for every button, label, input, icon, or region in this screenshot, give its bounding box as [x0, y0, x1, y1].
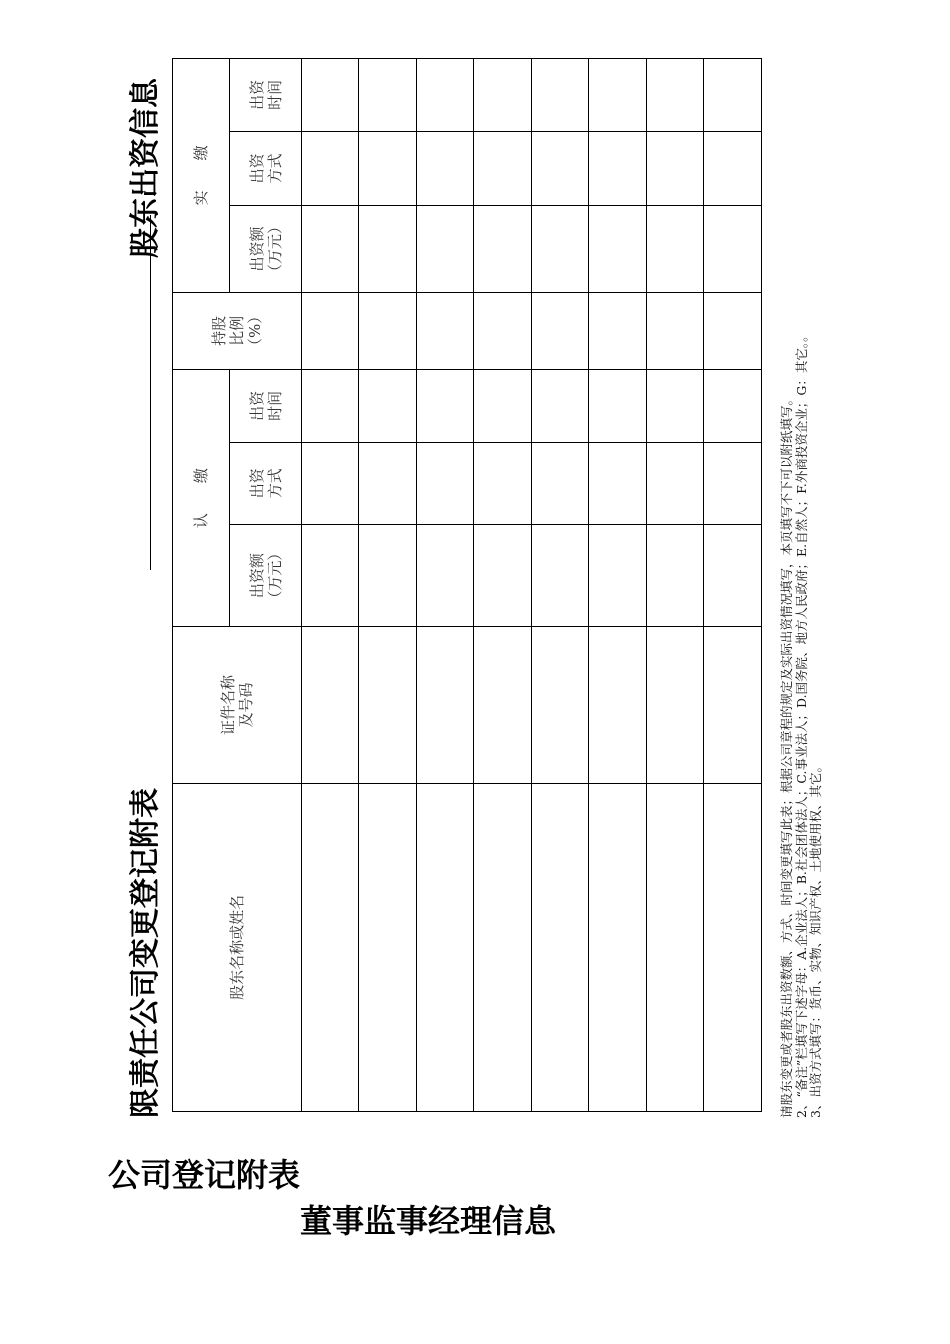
table-row [359, 59, 417, 1112]
header-shareholder-name: 股东名称或姓名 [173, 783, 302, 1111]
form-subtitle: 股东出资信息 [128, 78, 163, 258]
header-sub-amount: 出资额 （万元） [230, 524, 302, 626]
form-notes [780, 329, 824, 1118]
header-id: 证件名称 及号码 [173, 627, 302, 784]
header-sub-method: 出资 方式 [230, 442, 302, 524]
note-line-2: 2、“备注”栏填写下述字母：A.企业法人；B.社会团体法人；C.事业法人；D.国务院、地方人民政府；E.自然人；F.外商投资企业；G：其它。。 [793, 329, 809, 1118]
bottom-page-title: 公司登记附表 [108, 1156, 301, 1194]
header-ratio: 持股 比例 （%） [173, 292, 302, 369]
shareholder-contribution-table [172, 58, 762, 1112]
table-row [647, 59, 704, 1112]
rotated-form [120, 58, 830, 1118]
title-underline [150, 215, 151, 570]
header-paid-method: 出资 方式 [230, 131, 302, 206]
note-line-3: 3、出资方式填写：货币、实物、知识产权、土地使用权、其它。 [808, 760, 823, 1118]
table-row [417, 59, 474, 1112]
table-row [532, 59, 589, 1112]
header-row-1 [173, 59, 230, 1112]
form-title: 限责任公司变更登记附表 [128, 788, 163, 1118]
table-row [589, 59, 647, 1112]
header-paid-amount: 出资额 （万元） [230, 206, 302, 293]
header-sub-time: 出资 时间 [230, 370, 302, 443]
header-paid: 实 缴 [173, 59, 230, 293]
table-row [302, 59, 359, 1112]
table-row [474, 59, 532, 1112]
header-subscribed: 认 缴 [173, 370, 230, 627]
note-line-1: 请股东变更或者股东出资数额、方式、时间变更填写此表；根据公司章程的规定及实际出资情况填写，本页填写不下可以附纸填写。 [779, 392, 794, 1118]
table-row [704, 59, 762, 1112]
bottom-page-subtitle: 董事监事经理信息 [300, 1202, 557, 1240]
header-paid-time: 出资 时间 [230, 59, 302, 132]
